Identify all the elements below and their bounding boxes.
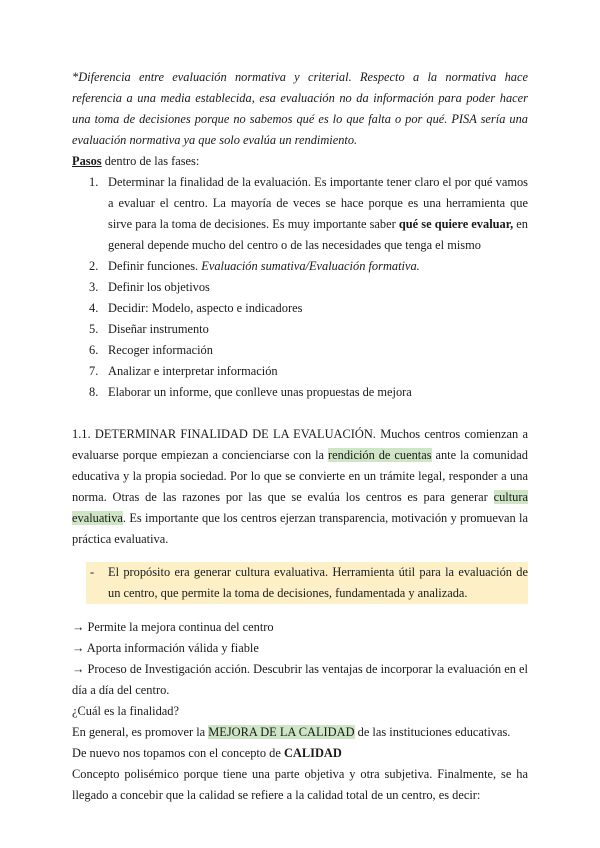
purpose-text-end: de las instituciones educativas. xyxy=(354,724,511,739)
section-paragraph xyxy=(72,424,528,550)
highlighted-quote xyxy=(86,562,528,604)
purpose-line xyxy=(72,722,528,743)
intro-paragraph xyxy=(72,67,528,151)
step-number: 7. xyxy=(89,364,99,378)
steps-heading-bold: Pasos xyxy=(72,154,102,168)
document-page xyxy=(72,67,528,806)
step-italic-text: Evaluación sumativa/Evaluación formativa. xyxy=(201,259,420,273)
step-item xyxy=(72,382,528,403)
calidad-line xyxy=(72,743,528,764)
intro-star: * xyxy=(72,70,79,84)
step-item xyxy=(72,277,528,298)
step-item xyxy=(72,319,528,340)
step-item xyxy=(72,361,528,382)
quote-text: El propósito era generar cultura evaluativa. Herramienta útil para la evaluación de un centro, que permite la toma de decisiones, fundamentada y analizada. xyxy=(108,565,528,601)
section-text-end: . Es importante que los centros ejerzan transparencia, motivación y promuevan la práctica evaluativa. xyxy=(72,511,528,546)
step-text: Diseñar instrumento xyxy=(108,322,209,336)
step-bold-text: qué se quiere evaluar, xyxy=(398,217,514,231)
step-text: Decidir: Modelo, aspecto e indicadores xyxy=(108,301,303,315)
step-text: Determinar la finalidad de la evaluación. Es importante tener claro el por qué vamos a evaluar el centro. La mayoría de veces se hace porque es una herramienta que sirve para la toma de decisiones. Es muy importante saber xyxy=(108,175,528,231)
intro-text: Diferencia entre evaluación normativa y criterial. Respecto a la normativa hace referencia a una media establecida, esa evaluación no da información para poder hacer una toma de decisiones porque no sabemos qué es lo que falta o por qué. PISA sería una evaluación normativa ya que solo evalúa un rendimiento. xyxy=(72,70,528,147)
step-item xyxy=(72,298,528,319)
highlight-rendicion: rendición de cuentas xyxy=(328,448,432,462)
step-text: Recoger información xyxy=(108,343,213,357)
step-number: 4. xyxy=(89,301,99,315)
step-item xyxy=(72,256,528,277)
step-text: Analizar e interpretar información xyxy=(108,364,278,378)
step-number: 5. xyxy=(89,322,99,336)
highlight-mejora: MEJORA DE LA CALIDAD xyxy=(208,724,355,739)
step-text: Definir los objetivos xyxy=(108,280,210,294)
step-number: 3. xyxy=(89,280,99,294)
section-text-mid: ante la comunidad educativa y la propia sociedad. Por lo que se convierte en un trámite legal, responder a una norma. Otras de las razones por las que se evalúa los centros es para generar xyxy=(72,448,528,504)
steps-list xyxy=(72,172,528,403)
arrow-line: → Permite la mejora continua del centro xyxy=(72,619,274,634)
quote-dash: - xyxy=(90,565,95,580)
calidad-text: De nuevo nos topamos con el concepto de xyxy=(72,745,284,760)
arrow-line: → Aporta información válida y fiable xyxy=(72,640,259,655)
steps-heading-rest: dentro de las fases: xyxy=(101,154,200,168)
step-text-end: en general depende mucho del centro o de las necesidades que tenga el mismo xyxy=(108,217,528,252)
step-number: 2. xyxy=(89,259,99,273)
concept-paragraph: Concepto polisémico porque tiene una parte objetiva y otra subjetiva. Finalmente, se ha llegado a concebir que la calidad se refiere a la calidad total de un centro, es decir: xyxy=(72,766,528,802)
step-number: 1. xyxy=(89,175,99,189)
step-item xyxy=(72,172,528,256)
calidad-bold: CALIDAD xyxy=(283,745,342,760)
step-text: Elaborar un informe, que conlleve unas propuestas de mejora xyxy=(108,385,412,399)
blank-line xyxy=(72,403,528,424)
steps-heading xyxy=(72,151,528,172)
question-line: ¿Cuál es la finalidad? xyxy=(72,703,179,718)
step-number: 8. xyxy=(89,385,99,399)
step-text: Definir funciones. xyxy=(108,259,202,273)
step-item xyxy=(72,340,528,361)
arrow-line: → Proceso de Investigación acción. Descubrir las ventajas de incorporar la evaluación en el día a día del centro. xyxy=(72,661,528,697)
purpose-text: En general, es promover la xyxy=(72,724,209,739)
step-number: 6. xyxy=(89,343,99,357)
section-text: 1.1. DETERMINAR FINALIDAD DE LA EVALUACIÓN. Muchos centros comienzan a evaluarse porque empiezan a concienciarse con la xyxy=(72,427,528,462)
highlight-cultura: cultura evaluativa xyxy=(72,490,528,525)
